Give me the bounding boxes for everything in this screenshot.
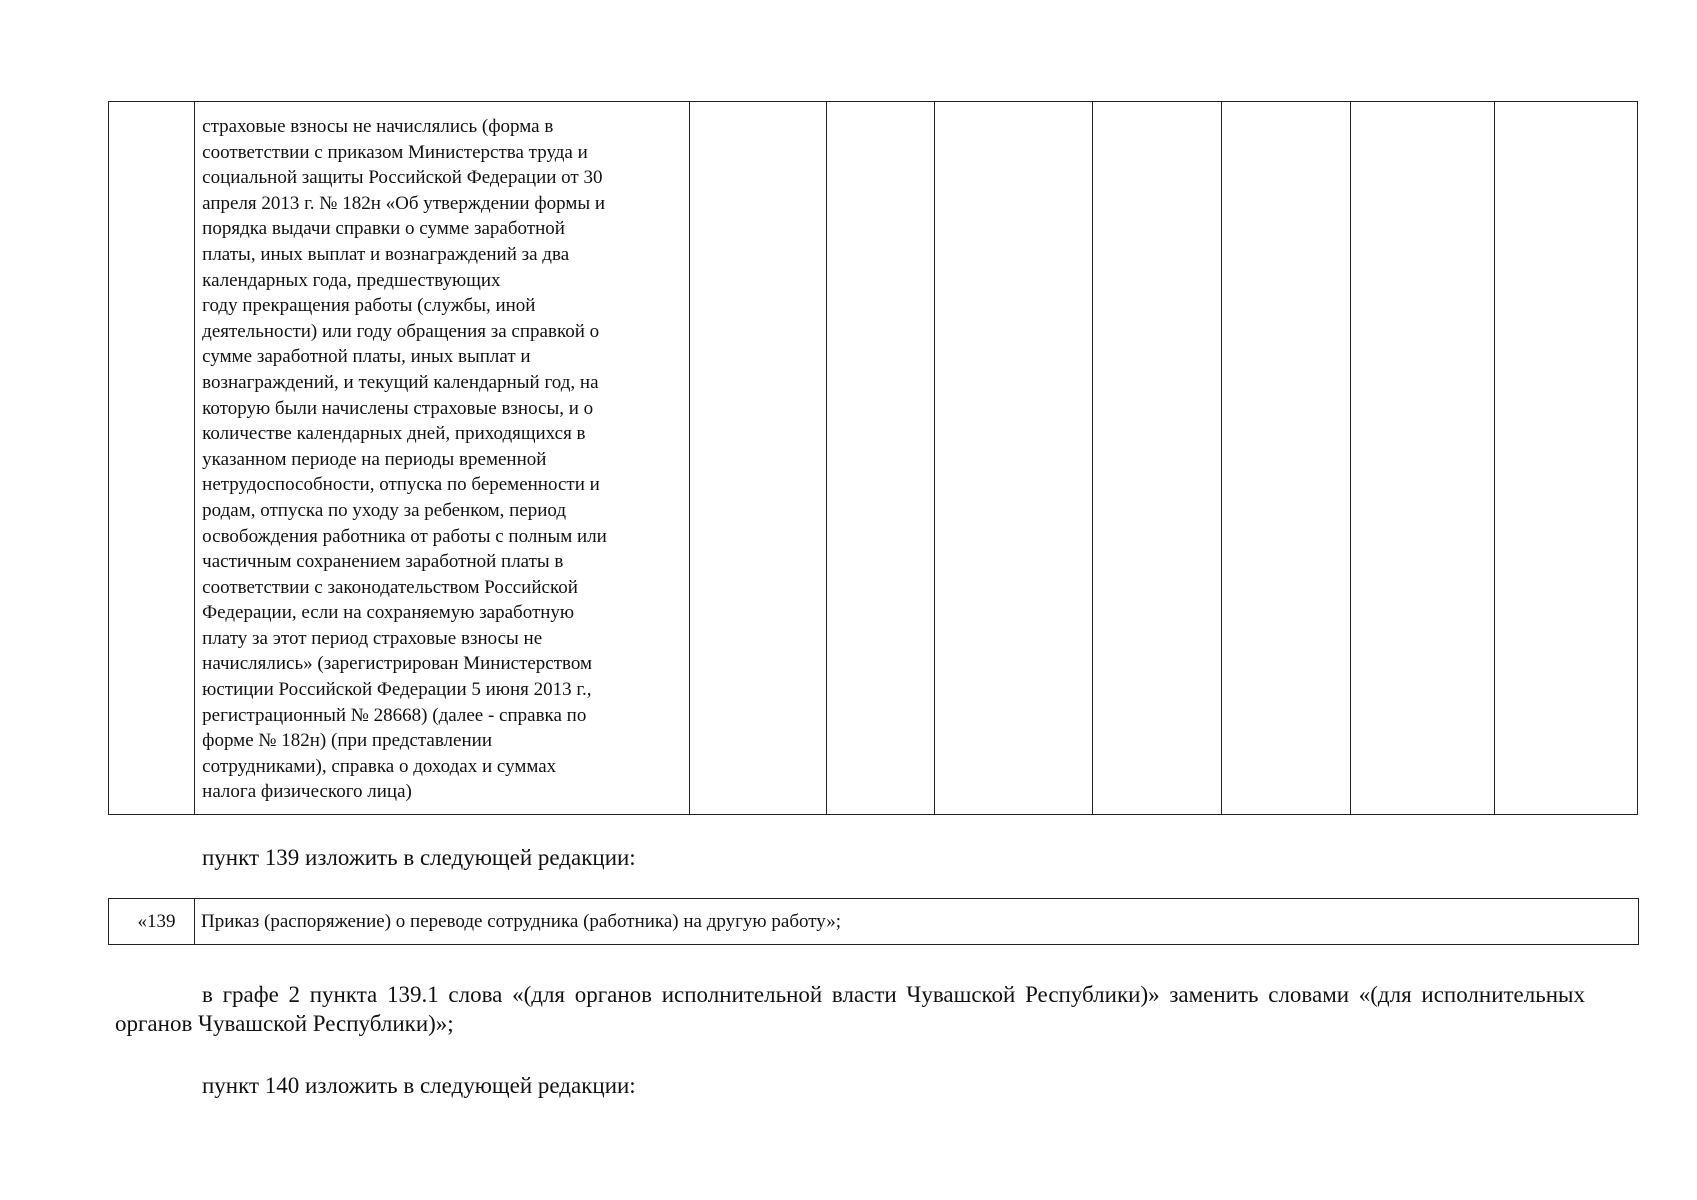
- continuation-table: [108, 101, 1638, 815]
- text-line: форме № 182н) (при представлении: [202, 730, 492, 752]
- item-139-table: [108, 898, 1639, 945]
- text-line: страховые взносы не начислялись (форма в: [202, 116, 554, 137]
- text-line: регистрационный № 28668) (далее - справка по: [202, 704, 587, 726]
- text-line: сотрудниками), справка о доходах и суммах: [202, 755, 557, 777]
- empty-cell: [1494, 102, 1637, 815]
- text-line: количестве календарных дней, приходящихся в: [202, 423, 586, 445]
- text-line: указанном периоде на периоды временной: [202, 448, 547, 470]
- paragraph-item-139-intro: пункт 139 изложить в следующей редакции:: [202, 845, 636, 870]
- text-line: порядка выдачи справки о сумме заработной: [202, 218, 565, 240]
- text-line: Федерации, если на сохраняемую заработную: [202, 602, 575, 624]
- empty-cell: [1092, 102, 1221, 815]
- text-line: соответствии с приказом Министерства труда и: [202, 141, 588, 163]
- text-line: освобождения работника от работы с полным или: [202, 525, 607, 547]
- empty-cell: [1222, 102, 1351, 815]
- text-line: соответствии с законодательством Российской: [202, 576, 578, 598]
- text-line: сумме заработной платы, иных выплат и: [202, 346, 531, 368]
- text-line: году прекращения работы (службы, иной: [202, 295, 536, 317]
- text-line: деятельности) или году обращения за справкой о: [202, 320, 600, 342]
- empty-cell: [690, 102, 827, 815]
- document-description-cell: [195, 102, 690, 815]
- text-line: социальной защиты Российской Федерации от 30: [202, 167, 603, 189]
- table-row: [109, 899, 1639, 945]
- text-line: апреля 2013 г. № 182н «Об утверждении формы и: [202, 192, 606, 214]
- text-line: налога физического лица): [202, 781, 412, 803]
- item-title-cell: Приказ (распоряжение) о переводе сотрудника (работника) на другую работу»;: [195, 899, 1639, 945]
- text-line: календарных года, предшествующих: [202, 269, 501, 291]
- paragraph-item-139-1-amendment: в графе 2 пункта 139.1 слова «(для органов исполнительной власти Чувашской Республики)» заменить словами «(для исполнительных органов Чувашской Республики)»;: [115, 982, 1585, 1036]
- empty-cell: [934, 102, 1092, 815]
- text-line: платы, иных выплат и вознаграждений за два: [202, 243, 570, 265]
- text-line: юстиции Российской Федерации 5 июня 2013 г.,: [202, 679, 592, 701]
- text-line: частичным сохранением заработной платы в: [202, 551, 564, 573]
- table-row: [109, 102, 1638, 815]
- text-line: которую были начислены страховые взносы, и о: [202, 397, 594, 419]
- item-number-cell: «139: [109, 899, 195, 945]
- empty-cell: [827, 102, 934, 815]
- paragraph-item-140-intro: пункт 140 изложить в следующей редакции:: [202, 1073, 636, 1098]
- text-line: вознаграждений, и текущий календарный год, на: [202, 371, 599, 393]
- empty-cell: [1351, 102, 1494, 815]
- text-line: плату за этот период страховые взносы не: [202, 627, 543, 649]
- number-cell: [109, 102, 195, 815]
- text-line: родам, отпуска по уходу за ребенком, период: [202, 499, 567, 521]
- text-line: нетрудоспособности, отпуска по беременности и: [202, 474, 600, 496]
- text-line: начислялись» (зарегистрирован Министерством: [202, 653, 593, 675]
